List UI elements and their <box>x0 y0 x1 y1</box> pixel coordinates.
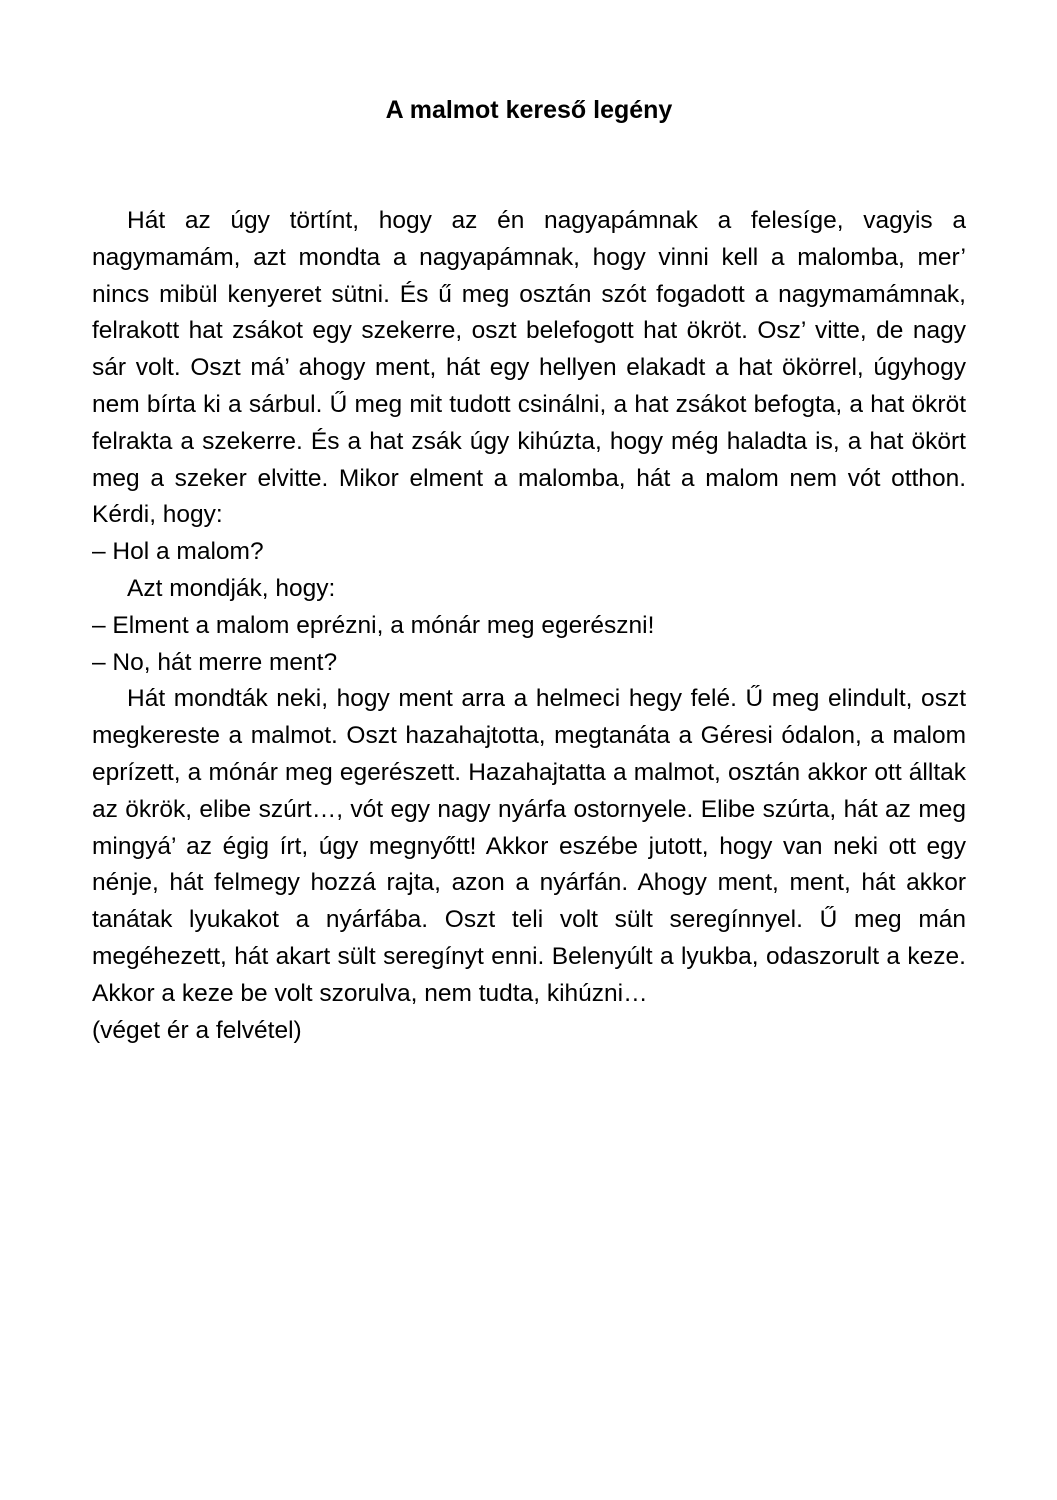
dialog-line-where-mill: – Hol a malom? <box>92 538 264 566</box>
paragraph-continuation: Hát mondták neki, hogy ment arra a helmeci hegy felé. Ű meg elindult, oszt megkereste a malmot. Oszt hazahajtotta, megtanáta a Géresi ódalon, a malom eprízett, a mónár meg egerészett. Hazahajtatta a malmot, osztán akkor ott álltak az ökrök, elibe szúrt…, vót egy nagy nyárfa ostornyele. Elibe szúrta, hát az meg mingyá’ az égig írt, úgy megnyőtt! Akkor eszébe jutott, hogy van neki ott egy nénje, hát felmegy hozzá rajta, azon a nyárfán. Ahogy ment, ment, hát akkor tanátak lyukakot a nyárfába. Oszt teli volt sült seregínnyel. Ű meg mán megéhezett, hát akart sült seregínyt enni. Belenyúlt a lyukba, odaszorult a keze. Akkor a keze be volt szorulva, nem tudta, kihúzni… <box>92 685 966 1007</box>
paragraph-they-say: Azt mondják, hogy: <box>127 574 336 602</box>
paragraph-opening: Hát az úgy törtínt, hogy az én nagyapámnak a felesíge, vagyis a nagymamám, azt mondta a nagyapámnak, hogy vinni kell a malomba, mer’ nincs mibül kenyeret sütni. És ű meg osztán szót fogadott a nagymamámnak, felrakott hat zsákot egy szekerre, oszt belefogott hat ökröt. Osz’ vitte, de nagy sár volt. Oszt má’ ahogy ment, hát egy hellyen elakadt a hat ökörrel, úgyhogy nem bírta ki a sárbul. Ű meg mit tudott csinálni, a hat zsákot befogta, a hat ökröt felrakta a szekerre. És a hat zsák úgy kihúzta, hogy még haladta is, a hat ökört meg a szeker elvitte. Mikor elment a malomba, hát a malom nem vót otthon. Kérdi, hogy: <box>92 207 966 529</box>
story-title: A malmot kereső legény <box>385 96 673 124</box>
dialog-line-mill-went: – Elment a malom eprézni, a mónár meg egerészni! <box>92 611 655 639</box>
story-body <box>92 203 966 1049</box>
paragraph-recording-ends: (véget ér a felvétel) <box>92 1016 302 1044</box>
dialog-line-which-way: – No, hát merre ment? <box>92 648 338 676</box>
